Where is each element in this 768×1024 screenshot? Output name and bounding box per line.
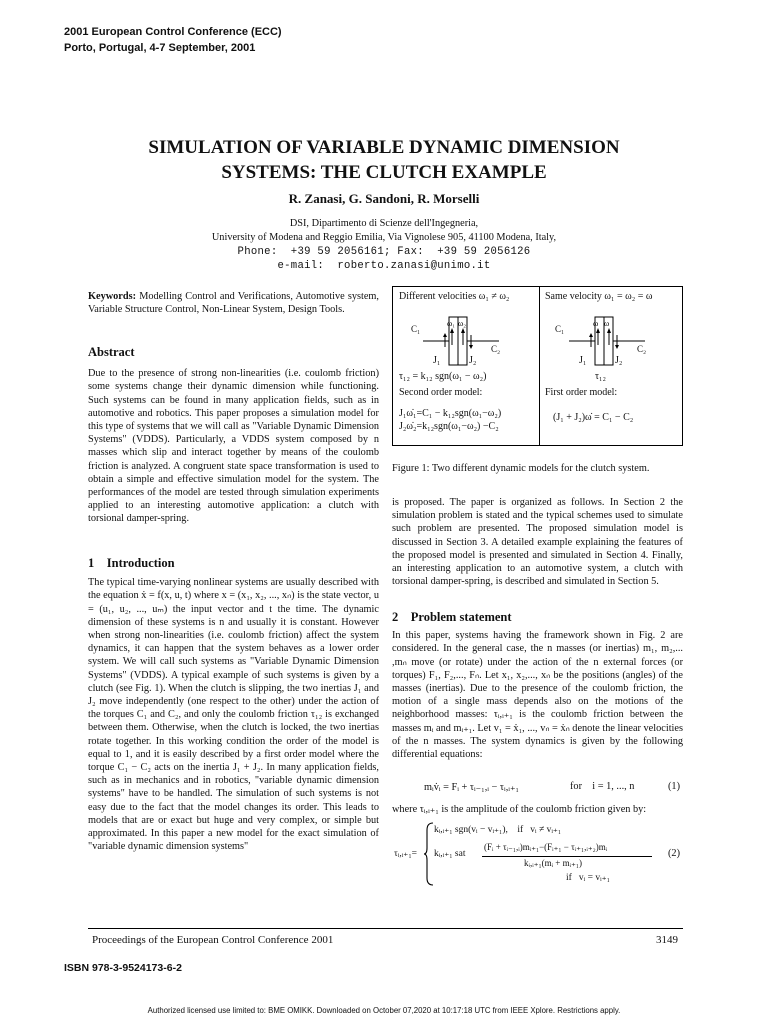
figure-right-model-label: First order model: bbox=[545, 387, 618, 398]
figure-1 bbox=[392, 286, 683, 446]
license-notice: Authorized licensed use limited to: BME OMIKK. Downloaded on October 07,2020 at 10:17:18 UTC from IEEE Xplore. Restrictions apply. bbox=[147, 1006, 621, 1015]
label-w1: ω₁ bbox=[447, 319, 456, 328]
paper-title bbox=[0, 135, 768, 185]
label-j1: J₁ bbox=[433, 355, 441, 366]
intro-continuation: is proposed. The paper is organized as follows. In Section 2 the simulation problem is stated and the typical schemes used to simulate such problem are presented. The proposed simulation model is discussed in Section 3. A detailed example explaining the features of the proposed model is presented and simulated in Section 4. Finally, an interesting application to an automotive system, a clutch with torsional damper-spring, is described and simulated in Section 5. bbox=[392, 497, 683, 588]
problem-heading: 2 Problem statement bbox=[392, 610, 512, 624]
figure-right-tau: τ₁₂ bbox=[595, 371, 606, 382]
equation-2-case-2-prefix: kᵢ,ᵢ₊₁ sat bbox=[434, 849, 466, 859]
figure-right-eq: (J₁ + J₂)ω̇ = C₁ − C₂ bbox=[553, 412, 634, 423]
affiliation-email: e-mail: roberto.zanasi@unimo.it bbox=[277, 260, 491, 272]
equation-2-brace bbox=[424, 822, 434, 886]
clutch-slipping-diagram bbox=[393, 305, 539, 367]
footer-rule bbox=[88, 928, 683, 929]
keywords-section bbox=[88, 290, 379, 316]
label-j1-locked: J₁ bbox=[579, 355, 587, 366]
affiliation-phone: Phone: +39 59 2056161; Fax: +39 59 2056126 bbox=[237, 246, 531, 258]
equation-1: mᵢv̇ᵢ = Fᵢ + τᵢ₋₁,ᵢ − τᵢ,ᵢ₊₁ bbox=[424, 782, 520, 793]
equation-2-case-1: kᵢ,ᵢ₊₁ sgn(vᵢ − vᵢ₊₁), if vᵢ ≠ vᵢ₊₁ bbox=[434, 825, 562, 835]
title-line-2: SYSTEMS: THE CLUTCH EXAMPLE bbox=[221, 162, 547, 183]
equation-2-number: (2) bbox=[668, 848, 681, 859]
affiliation-university: University of Modena and Reggio Emilia, Via Vignolese 905, 41100 Modena, Italy, bbox=[211, 232, 557, 243]
figure-left-eq2: J₂ω̇₂=k₁₂sgn(ω₁−ω₂) −C₂ bbox=[399, 421, 499, 432]
equation-2-denominator: kᵢ,ᵢ₊₁(mᵢ + mᵢ₊₁) bbox=[524, 858, 582, 868]
equation-2-fraction-bar bbox=[482, 856, 652, 857]
label-w-a: ω bbox=[593, 319, 599, 328]
label-w-b: ω bbox=[604, 319, 610, 328]
label-c2: C₂ bbox=[491, 344, 501, 354]
figure-left-tau: τ₁₂ = k₁₂ sgn(ω₁ − ω₂) bbox=[399, 371, 487, 382]
figure-1-caption: Figure 1: Two different dynamic models for the clutch system. bbox=[392, 463, 650, 474]
where-text: where τᵢ,ᵢ₊₁ is the amplitude of the coulomb friction given by: bbox=[392, 804, 647, 815]
equation-2-case-3: if vᵢ = vᵢ₊₁ bbox=[566, 873, 610, 883]
equation-1-number: (1) bbox=[668, 781, 681, 792]
label-j2: J₂ bbox=[469, 355, 477, 366]
equation-2-numerator: (Fᵢ + τᵢ₋₁,ᵢ)mᵢ₊₁−(Fᵢ₊₁ − τᵢ₊₁,ᵢ₊₂)mᵢ bbox=[484, 842, 608, 852]
proceedings-footer: Proceedings of the European Control Conference 2001 bbox=[92, 934, 334, 946]
conference-name: 2001 European Control Conference (ECC) bbox=[64, 26, 282, 38]
label-j2-locked: J₂ bbox=[615, 355, 623, 366]
equation-1-condition: for i = 1, ..., n bbox=[570, 781, 635, 792]
title-line-1: SIMULATION OF VARIABLE DYNAMIC DIMENSION bbox=[148, 137, 620, 158]
conference-location: Porto, Portugal, 4-7 September, 2001 bbox=[64, 42, 256, 54]
label-c1: C₁ bbox=[411, 324, 421, 334]
problem-section bbox=[392, 611, 683, 761]
page-number: 3149 bbox=[656, 934, 678, 946]
label-c1-locked: C₁ bbox=[555, 324, 565, 334]
figure-left-title: Different velocities ω₁ ≠ ω₂ bbox=[399, 291, 510, 302]
introduction-heading: 1 Introduction bbox=[88, 556, 175, 570]
affiliation-dept: DSI, Dipartimento di Scienze dell'Ingegneria, bbox=[289, 218, 479, 229]
keywords-text: Modelling Control and Verifications, Automotive system, Variable Structure Control, Non-Linear System, Design Tools. bbox=[88, 291, 379, 316]
figure-left-eq1: J₁ω̇₁=C₁ − k₁₂sgn(ω₁−ω₂) bbox=[399, 408, 502, 419]
figure-right-title: Same velocity ω₁ = ω₂ = ω bbox=[545, 291, 653, 302]
abstract-text: Due to the presence of strong non-linearities (i.e. coulomb friction) some systems change their dynamic dimension while functioning. Such systems can be found in many application fields, such as in automotive and robotics. This paper proposes a simulation model for this type of systems that we will call as "Variable Dynamic Dimension Systems" (VDDS). Particularly, a VDDS system composed by n masses which slip and interact together by means of the coulomb friction is analyzed. A congruent state space transformation is used to obtain a simple and effective simulation model for the system. The performances of the model are tested through simulation experiments applied to an interesting automotive application: a clutch with torsional damper-spring. bbox=[88, 368, 379, 525]
keywords-label: Keywords: bbox=[88, 291, 137, 302]
affiliation bbox=[0, 217, 768, 273]
introduction-section bbox=[88, 557, 379, 853]
abstract-section bbox=[88, 346, 379, 526]
label-c2-locked: C₂ bbox=[637, 344, 647, 354]
label-w2: ω₂ bbox=[458, 319, 467, 328]
problem-text: In this paper, systems having the framework shown in Fig. 2 are considered. In the general case, the n masses (or inertias) m₁, m₂,... ,mₙ move (or rotate) under the action of the n external forces (or torques) F₁, F₂,..., Fₙ. Let x₁, x₂,..., xₙ be the positions (angles) of the masses (inertias). Due to the presence of the coulomb friction, the motion of a single mass depends also on the motions of the neighborhood masses: τᵢ,ᵢ₊₁ is the coulomb friction between the masses mᵢ and mᵢ₊₁. Let v₁ = ẋ₁, ..., vₙ = ẋₙ denote the linear velocities of the n masses. The system dynamics is given by the following differential equations: bbox=[392, 630, 683, 761]
abstract-heading: Abstract bbox=[88, 345, 135, 359]
figure-left-model-label: Second order model: bbox=[399, 387, 483, 398]
clutch-locked-diagram bbox=[539, 305, 684, 367]
conference-header bbox=[64, 24, 282, 56]
equation-2-lhs: τᵢ,ᵢ₊₁= bbox=[394, 849, 417, 859]
authors: R. Zanasi, G. Sandoni, R. Morselli bbox=[288, 191, 480, 206]
introduction-text: The typical time-varying nonlinear systems are usually described with the equation ẋ = f(x, u, t) where x = (x₁, x₂, ..., xₙ) is the state vector, u = (u₁, u₂, ..., uₘ) the input vector and t the time. The dynamic dimension of these systems is n and usually it is constant. However when strong non-linearities (i.e. coulomb friction) affect the system dynamics, it can happen that the system behaves as a lower order system. We will call such systems as "Variable Dynamic Dimension Systems" (VDDS). A typical example of such systems is given by a clutch (see Fig. 1). When the clutch is slipping, the two inertias J₁ and J₂ move independently (one respect to the other) under the action of the torques C₁ and C₂, and only the coulomb friction τ₁₂ is exchanged between them. Otherwise, when the clutch is locked, the two inertias rotate together. In this working condition the order of the model is equal to 1, and it is easily described by a first order model where the torque C₁ − C₂ acts on the inertia J₁ + J₂. In many application fields, such as in mechanics and in robotics, "variable dynamic dimension systems" have to be handled. The simulation of such systems is not easy due to the fact that the model changes its order. This leads to models that are or exact but huge and very complex, or simple but approximated. In this paper a new model for the exact simulation of "variable dynamic dimension systems" bbox=[88, 577, 379, 853]
isbn: ISBN 978-3-9524173-6-2 bbox=[64, 962, 182, 974]
